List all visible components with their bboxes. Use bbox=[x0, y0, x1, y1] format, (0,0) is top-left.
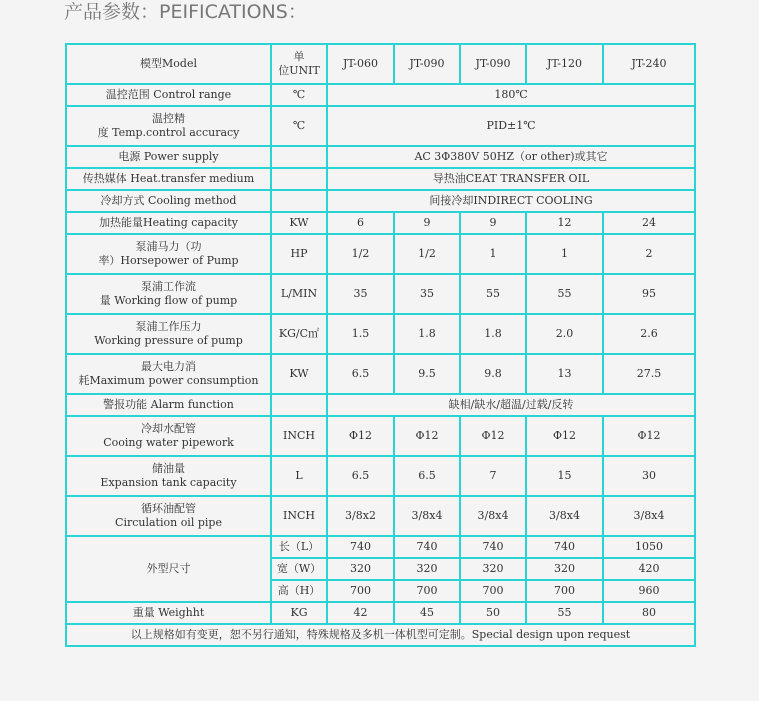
row-cell: 55 bbox=[526, 602, 603, 624]
row-cell: 45 bbox=[394, 602, 460, 624]
row-cell: 27.5 bbox=[603, 354, 695, 394]
row-cell: 1 bbox=[460, 234, 526, 274]
header-model-col: JT-240 bbox=[603, 44, 695, 84]
row-label: 泵浦工作压力 Working pressure of pump bbox=[66, 314, 271, 354]
row-unit: KW bbox=[271, 212, 327, 234]
row-cell: Φ12 bbox=[603, 416, 695, 456]
row-unit: KW bbox=[271, 354, 327, 394]
row-label: 循环油配管 Circulation oil pipe bbox=[66, 496, 271, 536]
row-unit: ℃ bbox=[271, 106, 327, 146]
row-cell: 35 bbox=[394, 274, 460, 314]
row-cell: 9 bbox=[460, 212, 526, 234]
row-cell: 700 bbox=[526, 580, 603, 602]
row-cell: 700 bbox=[327, 580, 394, 602]
row-value: 导热油CEAT TRANSFER OIL bbox=[327, 168, 695, 190]
row-cell: 7 bbox=[460, 456, 526, 496]
row-unit: 宽（W） bbox=[271, 558, 327, 580]
row-cell: 960 bbox=[603, 580, 695, 602]
row-cell: 15 bbox=[526, 456, 603, 496]
row-weight bbox=[66, 602, 695, 624]
row-unit bbox=[271, 146, 327, 168]
row-cell: 13 bbox=[526, 354, 603, 394]
row-temp-range bbox=[66, 84, 695, 106]
row-cell: 35 bbox=[327, 274, 394, 314]
header-unit: 单 位UNIT bbox=[271, 44, 327, 84]
row-cell: 80 bbox=[603, 602, 695, 624]
row-cell: Φ12 bbox=[394, 416, 460, 456]
header-model-col: JT-090 bbox=[460, 44, 526, 84]
row-alarm bbox=[66, 394, 695, 416]
row-cell: 9 bbox=[394, 212, 460, 234]
header-model-col: JT-090 bbox=[394, 44, 460, 84]
row-cell: 740 bbox=[327, 536, 394, 558]
row-label: 泵浦马力（功 率）Horsepower of Pump bbox=[66, 234, 271, 274]
row-cell: 6 bbox=[327, 212, 394, 234]
row-cell: 3/8x2 bbox=[327, 496, 394, 536]
row-cell: 420 bbox=[603, 558, 695, 580]
row-value: 缺相/缺水/超温/过载/反转 bbox=[327, 394, 695, 416]
row-unit: KG/C㎡ bbox=[271, 314, 327, 354]
row-cell: 9.8 bbox=[460, 354, 526, 394]
row-label: 储油量 Expansion tank capacity bbox=[66, 456, 271, 496]
row-cell: 6.5 bbox=[327, 354, 394, 394]
row-cell: 320 bbox=[327, 558, 394, 580]
header-model-col: JT-060 bbox=[327, 44, 394, 84]
row-label: 传热媒体 Heat.transfer medium bbox=[66, 168, 271, 190]
row-cell: 740 bbox=[394, 536, 460, 558]
row-cell: 3/8x4 bbox=[526, 496, 603, 536]
row-temp-accuracy bbox=[66, 106, 695, 146]
row-unit: INCH bbox=[271, 496, 327, 536]
row-cell: 1/2 bbox=[394, 234, 460, 274]
row-cell: 6.5 bbox=[394, 456, 460, 496]
row-unit bbox=[271, 190, 327, 212]
row-label: 最大电力消 耗Maximum power consumption bbox=[66, 354, 271, 394]
row-medium bbox=[66, 168, 695, 190]
row-cell: 1.5 bbox=[327, 314, 394, 354]
header-model: 模型Model bbox=[66, 44, 271, 84]
row-cell: 50 bbox=[460, 602, 526, 624]
row-cell: 2 bbox=[603, 234, 695, 274]
row-tank bbox=[66, 456, 695, 496]
row-value: AC 3Φ380V 50HZ（or other)或其它 bbox=[327, 146, 695, 168]
row-cell: 1.8 bbox=[394, 314, 460, 354]
row-pump-flow bbox=[66, 274, 695, 314]
page-heading: 产品参数：PEIFICATIONS： bbox=[64, 1, 307, 23]
row-label: 外型尺寸 bbox=[66, 536, 271, 602]
header-model-col: JT-120 bbox=[526, 44, 603, 84]
row-cell: 1050 bbox=[603, 536, 695, 558]
row-cell: 320 bbox=[394, 558, 460, 580]
row-cell: 55 bbox=[526, 274, 603, 314]
row-heating bbox=[66, 212, 695, 234]
row-label: 加热能量Heating capacity bbox=[66, 212, 271, 234]
row-cell: 2.6 bbox=[603, 314, 695, 354]
row-cell: 6.5 bbox=[327, 456, 394, 496]
row-cell: 42 bbox=[327, 602, 394, 624]
row-power-supply bbox=[66, 146, 695, 168]
row-label: 泵浦工作流 量 Working flow of pump bbox=[66, 274, 271, 314]
row-label: 重量 Weighht bbox=[66, 602, 271, 624]
row-unit: 长（L） bbox=[271, 536, 327, 558]
row-unit: KG bbox=[271, 602, 327, 624]
row-cell: 1.8 bbox=[460, 314, 526, 354]
row-pump-hp bbox=[66, 234, 695, 274]
row-label: 温控范围 Control range bbox=[66, 84, 271, 106]
row-value: 180℃ bbox=[327, 84, 695, 106]
row-footer bbox=[66, 624, 695, 646]
row-unit: INCH bbox=[271, 416, 327, 456]
row-label: 温控精 度 Temp.control accuracy bbox=[66, 106, 271, 146]
row-label: 冷却水配管 Cooing water pipework bbox=[66, 416, 271, 456]
row-value: PID±1℃ bbox=[327, 106, 695, 146]
row-water-pipe bbox=[66, 416, 695, 456]
row-cell: 3/8x4 bbox=[603, 496, 695, 536]
row-cell: 700 bbox=[394, 580, 460, 602]
row-value: 间接冷却INDIRECT COOLING bbox=[327, 190, 695, 212]
row-label: 冷却方式 Cooling method bbox=[66, 190, 271, 212]
row-cell: 1 bbox=[526, 234, 603, 274]
row-cell: Φ12 bbox=[327, 416, 394, 456]
row-cell: 30 bbox=[603, 456, 695, 496]
row-label: 电源 Power supply bbox=[66, 146, 271, 168]
row-unit bbox=[271, 168, 327, 190]
row-cell: 1/2 bbox=[327, 234, 394, 274]
row-unit: 高（H） bbox=[271, 580, 327, 602]
row-cell: 2.0 bbox=[526, 314, 603, 354]
row-cell: 320 bbox=[460, 558, 526, 580]
row-cell: 9.5 bbox=[394, 354, 460, 394]
header-row bbox=[66, 44, 695, 84]
row-cell: 3/8x4 bbox=[460, 496, 526, 536]
row-cell: 320 bbox=[526, 558, 603, 580]
row-cell: 3/8x4 bbox=[394, 496, 460, 536]
row-oil-pipe bbox=[66, 496, 695, 536]
row-cell: 740 bbox=[460, 536, 526, 558]
row-unit: L/MIN bbox=[271, 274, 327, 314]
row-cell: 24 bbox=[603, 212, 695, 234]
row-cell: 55 bbox=[460, 274, 526, 314]
row-max-power bbox=[66, 354, 695, 394]
row-pump-pressure bbox=[66, 314, 695, 354]
row-cell: 95 bbox=[603, 274, 695, 314]
row-cell: 12 bbox=[526, 212, 603, 234]
row-cooling bbox=[66, 190, 695, 212]
row-label: 警报功能 Alarm function bbox=[66, 394, 271, 416]
row-cell: Φ12 bbox=[526, 416, 603, 456]
row-unit: ℃ bbox=[271, 84, 327, 106]
row-cell: 700 bbox=[460, 580, 526, 602]
row-unit bbox=[271, 394, 327, 416]
footer-note: 以上规格如有变更，恕不另行通知，特殊规格及多机一体机型可定制。Special design upon request bbox=[66, 624, 695, 646]
row-unit: HP bbox=[271, 234, 327, 274]
row-dim-length bbox=[66, 536, 695, 558]
row-cell: 740 bbox=[526, 536, 603, 558]
row-unit: L bbox=[271, 456, 327, 496]
row-cell: Φ12 bbox=[460, 416, 526, 456]
spec-table bbox=[65, 43, 696, 647]
